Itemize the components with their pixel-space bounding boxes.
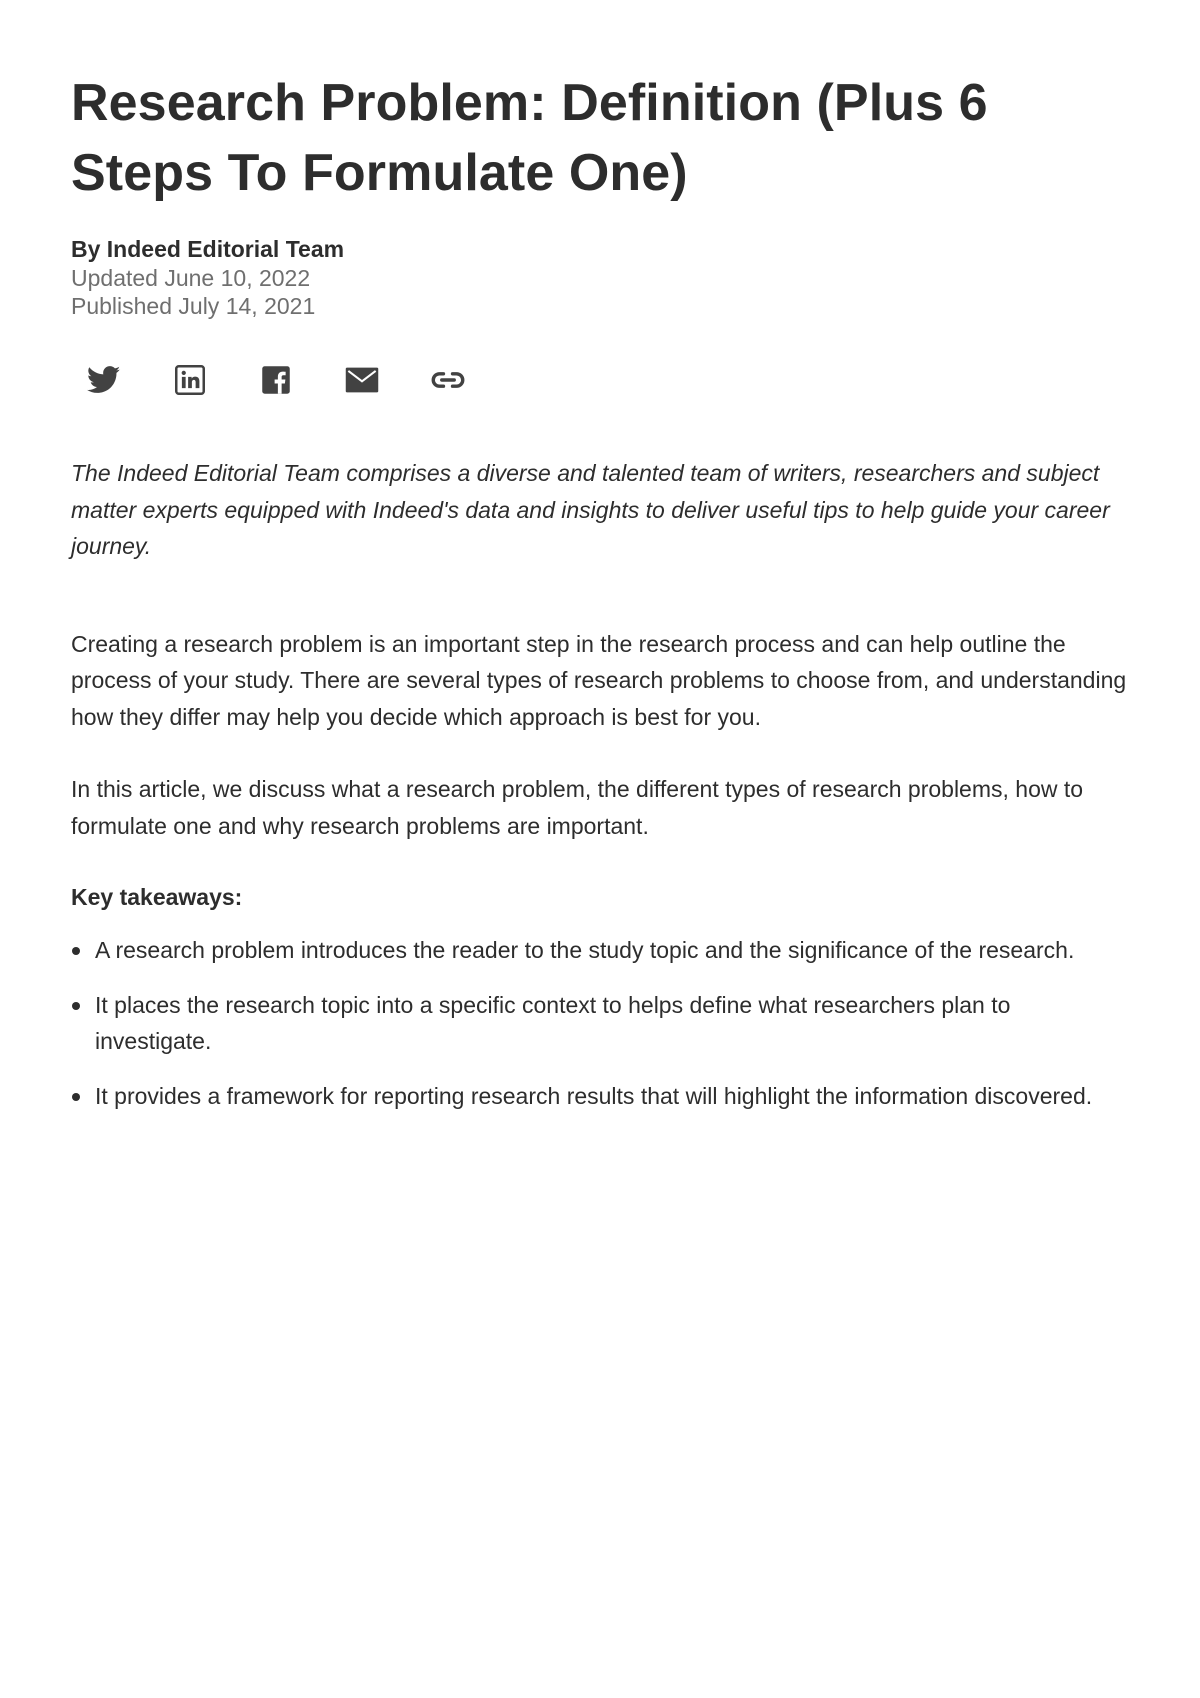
author-byline: By Indeed Editorial Team <box>71 236 345 262</box>
article-title: Research Problem: Definition (Plus 6 Steps To Formulate One) <box>71 74 988 202</box>
list-item <box>71 987 1130 1060</box>
twitter-icon <box>87 366 121 394</box>
share-bar <box>86 360 1130 400</box>
bullet-icon <box>72 1093 80 1101</box>
share-facebook-button[interactable] <box>258 362 294 398</box>
bullet-icon <box>72 947 80 955</box>
share-email-button[interactable] <box>344 362 380 398</box>
list-item <box>71 932 1130 969</box>
facebook-icon <box>261 365 291 395</box>
list-item-text: It places the research topic into a specific context to helps define what researchers plan to investigate. <box>95 991 1011 1054</box>
editorial-team-intro: The Indeed Editorial Team comprises a diverse and talented team of writers, researchers and subject matter experts equipped with Indeed's data and insights to deliver useful tips to help guide your career journey. <box>71 460 1110 559</box>
key-takeaways-list <box>71 932 1130 1114</box>
share-copy-link-button[interactable] <box>430 362 466 398</box>
share-linkedin-button[interactable] <box>172 362 208 398</box>
list-item-text: A research problem introduces the reader to the study topic and the significance of the research. <box>95 937 1075 963</box>
list-item-text: It provides a framework for reporting research results that will highlight the information discovered. <box>95 1082 1093 1109</box>
email-icon <box>345 367 379 393</box>
share-twitter-button[interactable] <box>86 362 122 398</box>
bullet-icon <box>72 1002 80 1010</box>
list-item <box>71 1078 1130 1115</box>
body-paragraph: Creating a research problem is an important step in the research process and can help outline the process of your study. There are several types of research problems to choose from, and understanding how they differ may help you decide which approach is best for you. <box>71 630 1127 730</box>
updated-date: Updated June 10, 2022 <box>71 265 311 291</box>
link-icon <box>431 370 465 390</box>
published-date: Published July 14, 2021 <box>71 293 316 319</box>
key-takeaways-heading: Key takeaways: <box>71 884 243 910</box>
linkedin-icon <box>175 365 205 395</box>
body-paragraph: In this article, we discuss what a research problem, the different types of research problems, how to formulate one and why research problems are important. <box>71 776 1084 839</box>
